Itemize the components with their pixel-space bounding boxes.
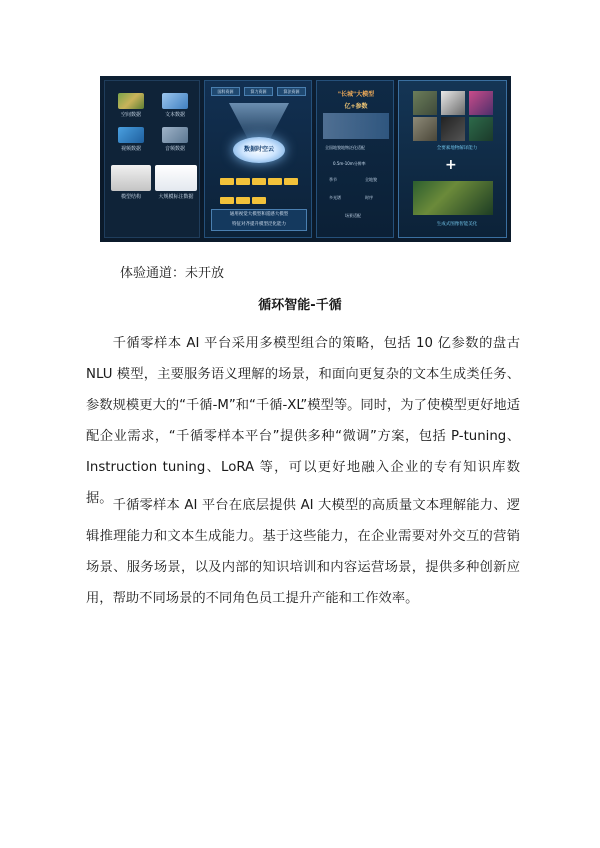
great-wall-model-panel xyxy=(316,80,394,238)
model-params: 亿+参数 xyxy=(344,103,368,110)
model-structure-icon xyxy=(111,165,151,191)
data-sources-panel xyxy=(104,80,200,238)
video-icon xyxy=(118,127,144,143)
chip-icon xyxy=(236,178,250,185)
video-data-label: 视频数据 xyxy=(120,146,141,152)
audio-data-label: 音频数据 xyxy=(164,146,185,152)
mid-tag-1: 国科资源 xyxy=(211,87,240,96)
center-multispectral: 多光谱 xyxy=(329,195,341,200)
center-season: 季节 xyxy=(329,177,337,182)
text-data-item xyxy=(155,93,195,118)
satellite-image-4 xyxy=(413,117,437,141)
mid-caption xyxy=(211,209,307,231)
center-timeseries: 时序 xyxy=(365,195,373,200)
experience-status: 体验通道：未开放 xyxy=(120,266,225,281)
satellite-image-5 xyxy=(441,117,465,141)
architecture-figure xyxy=(100,76,511,242)
center-scale: 0.5m-10m分辨率 xyxy=(333,161,366,166)
satellite-image-1 xyxy=(413,91,437,115)
labeled-data-item xyxy=(153,165,199,200)
chip-icon xyxy=(284,178,298,185)
chip-icon xyxy=(236,197,250,204)
paragraph-2: 千循零样本 AI 平台在底层提供 AI 大模型的高质量文本理解能力、逻辑推理能力和文本生成能力。基于这些能力，在企业需要对外交互的营销场景、服务场景，以及内部的知识培训和内容运营场景，提供多种创新应用，帮助不同场景的不同角色员工提升产能和工作效率。 xyxy=(86,498,520,606)
satellite-image-6 xyxy=(469,117,493,141)
labeled-data-label: 大规模标注数据 xyxy=(158,194,194,200)
cloud-label: 数据时空云 xyxy=(243,146,274,153)
right-bottom-label: 生成式图像智能美化 xyxy=(436,222,478,227)
chip-array xyxy=(219,171,299,193)
spatial-data-label: 空间数据 xyxy=(120,112,141,118)
video-data-item xyxy=(111,127,151,152)
center-weather: 全地貌 xyxy=(365,177,377,182)
chip-icon xyxy=(220,178,234,185)
paragraph-1: 千循零样本 AI 平台采用多模型组合的策略，包括 10 亿参数的盘古 NLU 模型，主要服务语义理解的场景，和面向更复杂的文本生成类任务、参数规模更大的“千循-M”和“千循-XL”模型等。同时，为了使模型更好地适配企业需求，“千循零样本平台”提供多种“微调”方案，包括 P-tuning、Instruction tuning、LoRA 等，可以更好地融入企业的专有知识库数据。 xyxy=(86,336,520,506)
mid-caption-line2: 特征对齐提升模型泛化能力 xyxy=(232,222,286,227)
center-subtitle: 全国地貌地物泛化适配 xyxy=(325,145,365,150)
wall-image xyxy=(323,113,389,139)
chip-icon xyxy=(252,197,266,204)
audio-data-item xyxy=(155,127,195,152)
section-heading: 循环智能-千循 xyxy=(258,298,342,313)
capabilities-panel xyxy=(398,80,507,238)
ground-image xyxy=(413,181,493,215)
text-data-label: 文本数据 xyxy=(164,112,185,118)
satellite-image-3 xyxy=(469,91,493,115)
center-adapt: 场景适配 xyxy=(345,213,361,218)
mid-tag-2: 算力资源 xyxy=(244,87,273,96)
dataset-icon xyxy=(155,165,197,191)
satellite-image-2 xyxy=(441,91,465,115)
model-structure-item xyxy=(109,165,153,200)
plus-icon: + xyxy=(445,157,457,173)
model-structure-label: 模型结构 xyxy=(120,194,141,200)
chip-icon xyxy=(252,178,266,185)
mid-caption-line1: 通用视觉大模型和遥感大模型 xyxy=(229,212,289,217)
terrain-icon xyxy=(118,93,144,109)
cloud-icon xyxy=(233,137,285,163)
mid-tag-3: 算法资源 xyxy=(277,87,306,96)
chip-icon xyxy=(268,178,282,185)
document-stack-icon xyxy=(162,93,188,109)
right-top-label: 全要素地物解译能力 xyxy=(436,146,478,151)
audio-icon xyxy=(162,127,188,143)
cloud-platform-panel xyxy=(204,80,312,238)
chip-icon xyxy=(220,197,234,204)
model-title: "长城"大模型 xyxy=(337,91,375,98)
spatial-data-item xyxy=(111,93,151,118)
